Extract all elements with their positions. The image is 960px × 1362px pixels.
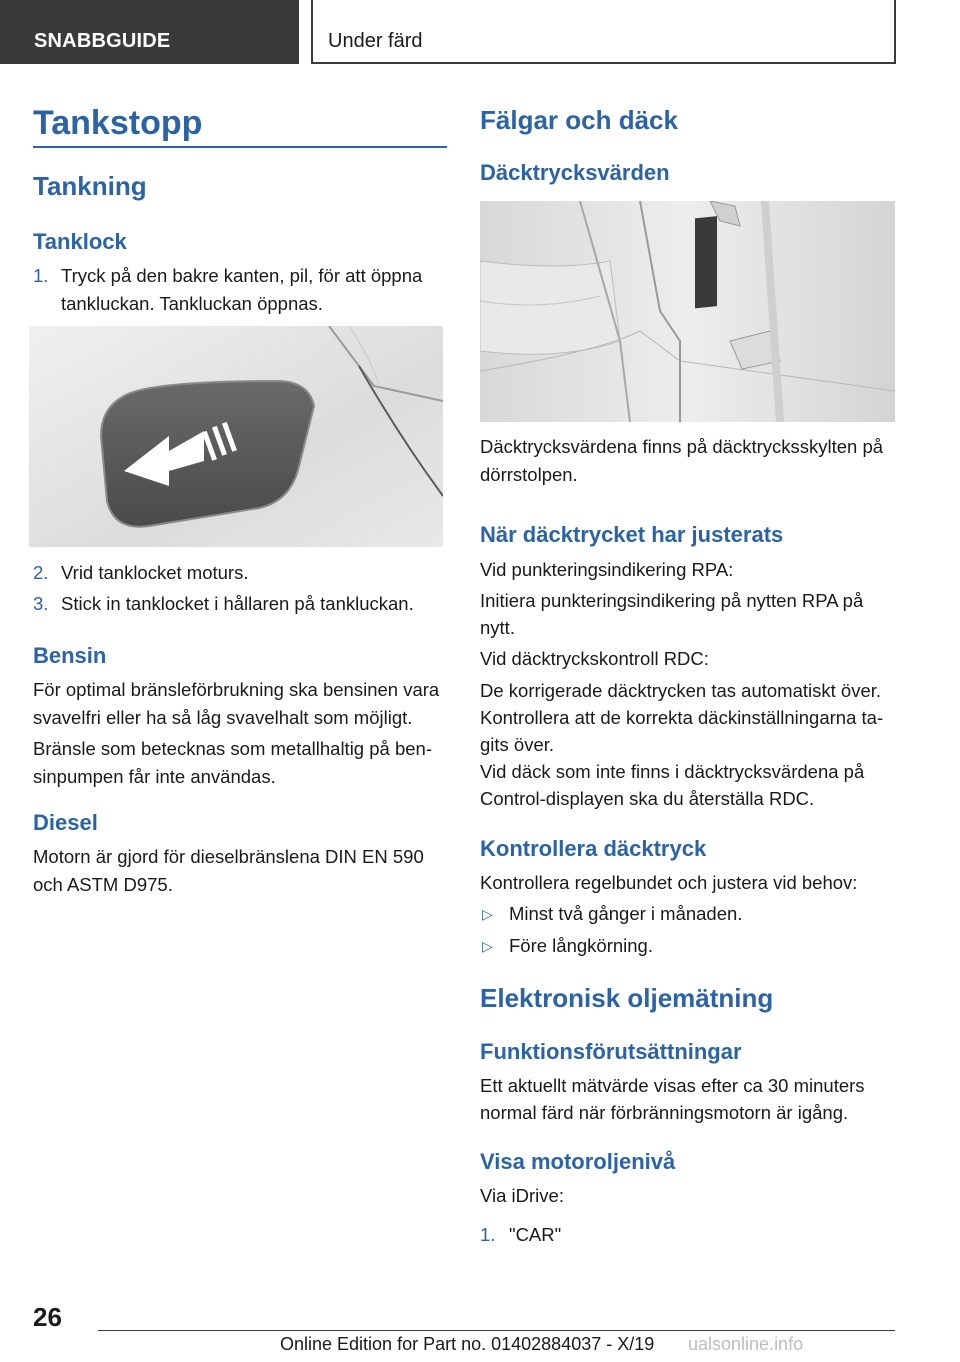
step-text: tankluckan. Tankluckan öppnas. [61, 293, 323, 314]
step-text: Stick in tanklocket i hållaren på tankluckan. [61, 593, 414, 614]
paragraph-text: Via iDrive: [480, 1185, 564, 1206]
page-header [0, 0, 960, 66]
fuel-flap-illustration [29, 326, 443, 547]
step-number: 2. [33, 562, 49, 583]
door-pillar-illustration [480, 201, 895, 422]
step-number: 1. [33, 265, 49, 286]
step-number: 1. [480, 1224, 496, 1245]
paragraph-text: och ASTM D975. [33, 874, 173, 895]
door-pillar-drawing [480, 201, 895, 422]
fuel-flap-drawing [29, 326, 443, 547]
heading-kontrollera: Kontrollera däcktryck [480, 836, 707, 861]
page-title: Tankstopp [33, 104, 203, 142]
bullet-triangle-icon: ▷ [482, 938, 493, 954]
paragraph-text: svavelfri eller ha så låg svavelhalt som möjligt. [33, 707, 413, 728]
list-item: Minst två gånger i månaden. [509, 903, 743, 924]
paragraph-text: Motorn är gjord för dieselbränslena DIN EN 590 [33, 846, 424, 867]
page-number: 26 [33, 1302, 62, 1332]
chapter-tab [311, 0, 896, 64]
step-number: 3. [33, 593, 49, 614]
step-text: Tryck på den bakre kanten, pil, för att öppna [61, 265, 423, 286]
paragraph-text: Kontrollera att de korrekta däckinställningarna ta- [480, 707, 884, 728]
heading-bensin: Bensin [33, 643, 107, 668]
heading-funktion: Funktionsförutsättningar [480, 1039, 742, 1064]
paragraph-text: gits över. [480, 734, 555, 755]
paragraph-text: Vid däck som inte finns i däcktrycksvärdena på [480, 761, 865, 782]
step-text: Vrid tanklocket moturs. [61, 562, 249, 583]
bullet-triangle-icon: ▷ [482, 906, 493, 922]
section-tab [0, 0, 299, 64]
heading-tryckvarden: Däcktrycksvärden [480, 160, 670, 185]
paragraph-text: Vid däcktryckskontroll RDC: [480, 648, 709, 669]
heading-tanklock: Tanklock [33, 229, 127, 254]
heading-oljematning: Elektronisk oljemätning [480, 983, 774, 1013]
paragraph-text: Bränsle som betecknas som metallhaltig på ben- [33, 738, 432, 759]
paragraph-text: Initiera punkteringsindikering på nytten RPA på [480, 590, 864, 611]
paragraph-text: Däcktrycksvärdena finns på däcktrycksskylten på [480, 436, 884, 457]
paragraph-text: De korrigerade däcktrycken tas automatiskt över. [480, 680, 882, 701]
paragraph-text: Vid punkteringsindikering RPA: [480, 559, 734, 580]
step-text: "CAR" [509, 1224, 562, 1245]
edition-text: Online Edition for Part no. 01402884037 - X/19 [280, 1334, 655, 1354]
section-label: SNABBGUIDE [34, 30, 171, 52]
paragraph-text: För optimal bränsleförbrukning ska bensinen vara [33, 679, 440, 700]
paragraph-text: nytt. [480, 617, 515, 638]
chapter-label: Under färd [328, 30, 423, 52]
heading-visa: Visa motoroljenivå [480, 1149, 676, 1174]
title-rule [33, 146, 447, 148]
paragraph-text: dörrstolpen. [480, 464, 578, 485]
paragraph-text: Kontrollera regelbundet och justera vid behov: [480, 872, 858, 893]
heading-falgar: Fälgar och däck [480, 105, 678, 135]
list-item: Före långkörning. [509, 935, 653, 956]
footer-rule [98, 1330, 895, 1331]
watermark-text: ualsonline.info [688, 1334, 804, 1354]
paragraph-text: Control-displayen ska du återställa RDC. [480, 788, 815, 809]
heading-tankning: Tankning [33, 171, 147, 201]
paragraph-text: sinpumpen får inte användas. [33, 766, 276, 787]
heading-diesel: Diesel [33, 810, 98, 835]
paragraph-text: Ett aktuellt mätvärde visas efter ca 30 minuters [480, 1075, 865, 1096]
heading-justerats: När däcktrycket har justerats [480, 522, 784, 547]
paragraph-text: normal färd när förbränningsmotorn är igång. [480, 1102, 849, 1123]
